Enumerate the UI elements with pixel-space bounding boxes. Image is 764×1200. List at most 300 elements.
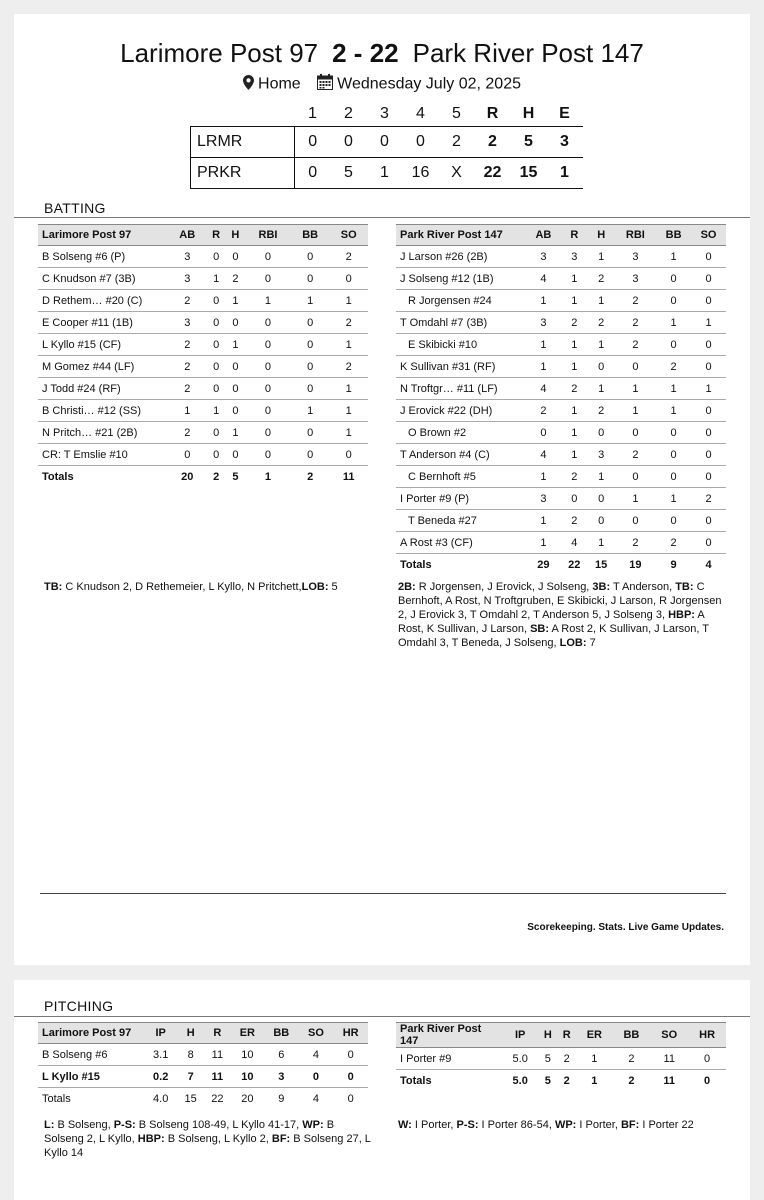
- stat-cell: 1: [329, 334, 368, 356]
- player-name: L Kyllo #15 (CF): [38, 334, 168, 356]
- note-key: LOB:: [301, 581, 329, 593]
- stat-cell: 1: [207, 268, 226, 290]
- stat-cell: 0: [691, 268, 726, 290]
- stat-cell: 3: [526, 246, 561, 268]
- note-value: 7: [586, 637, 596, 649]
- note-value: B Solseng 2, L Kyllo,: [44, 1119, 335, 1145]
- stat-cell: 2: [588, 268, 615, 290]
- batting-row: [38, 290, 368, 312]
- line-team-abbr: PRKR: [191, 158, 295, 189]
- stat-cell: 1: [207, 400, 226, 422]
- stat-cell: 0: [207, 378, 226, 400]
- stat-cell: 2: [561, 378, 588, 400]
- stat-cell: 1: [226, 290, 245, 312]
- stat-cell: 7: [177, 1066, 204, 1088]
- stat-cell: 0: [588, 422, 615, 444]
- stat-col-header: BB: [656, 225, 691, 246]
- stat-cell: 1: [329, 378, 368, 400]
- stat-cell: 3.1: [144, 1044, 177, 1066]
- total-stat-cell: 2: [213, 470, 220, 483]
- player-name: R Jorgensen #24: [396, 290, 526, 312]
- total-stat-cell: 2: [628, 1074, 635, 1087]
- stat-cell: 1: [561, 444, 588, 466]
- stat-cell: 0: [656, 444, 691, 466]
- stat-cell: 0: [291, 422, 330, 444]
- stat-cell: 1: [226, 334, 245, 356]
- stat-cell: 1: [526, 466, 561, 488]
- stat-cell: 1: [526, 356, 561, 378]
- stat-cell: 3: [588, 444, 615, 466]
- stat-cell: 0: [329, 268, 368, 290]
- stat-cell: 0: [691, 334, 726, 356]
- calendar-icon: [317, 74, 333, 95]
- stat-cell: 1: [561, 400, 588, 422]
- divider: [14, 217, 750, 218]
- player-name: I Porter #9: [396, 1048, 502, 1070]
- note-value: B Solseng 108-49, L Kyllo 41-17,: [135, 1119, 303, 1131]
- stat-cell: 2: [526, 400, 561, 422]
- stat-cell: 3: [526, 312, 561, 334]
- stat-col-header: AB: [168, 225, 207, 246]
- stat-cell: 0: [333, 1044, 368, 1066]
- stat-cell: 2: [615, 290, 657, 312]
- stat-col-header: SO: [691, 225, 726, 246]
- stat-col-header: H: [177, 1023, 204, 1044]
- stat-cell: 0: [245, 444, 291, 466]
- stat-cell: 2: [168, 422, 207, 444]
- player-name: J Larson #26 (2B): [396, 246, 526, 268]
- total-stat-cell: 29: [537, 558, 550, 571]
- stat-col-header: R: [557, 1023, 576, 1048]
- player-name: CR: T Emslie #10: [38, 444, 168, 466]
- stat-col-header: SO: [329, 225, 368, 246]
- batting-notes-away: [44, 580, 364, 594]
- stat-cell: 2: [615, 444, 657, 466]
- stat-cell: 11: [204, 1066, 231, 1088]
- stat-cell: 0: [691, 290, 726, 312]
- pitching-table-home: [396, 1022, 726, 1091]
- stat-cell: 1: [561, 290, 588, 312]
- player-name: N Pritch… #21 (2B): [38, 422, 168, 444]
- total-stat-cell: 5: [544, 1074, 551, 1087]
- total-stat-cell: 4: [705, 558, 712, 571]
- batting-row: [38, 422, 368, 444]
- stat-col-header: BB: [613, 1023, 651, 1048]
- footer-tagline: Scorekeeping. Stats. Live Game Updates.: [527, 922, 724, 933]
- stat-cell: 0: [588, 356, 615, 378]
- stat-cell: 0: [226, 312, 245, 334]
- stat-cell: 2: [613, 1048, 651, 1070]
- stat-col-header: R: [561, 225, 588, 246]
- stat-cell: 1: [615, 378, 657, 400]
- stat-cell: 2: [588, 312, 615, 334]
- player-name: J Erovick #22 (DH): [396, 400, 526, 422]
- note-value: I Porter 86-54,: [478, 1119, 555, 1131]
- line-score-row-home: [191, 158, 583, 189]
- inning-score: 0: [295, 158, 331, 189]
- stat-cell: 0.2: [144, 1066, 177, 1088]
- away-team-name: Larimore Post 97: [120, 38, 319, 68]
- total-stat-cell: 4: [312, 1092, 320, 1105]
- stat-col-header: H: [226, 225, 245, 246]
- batting-row: [38, 246, 368, 268]
- stat-cell: 3: [264, 1066, 299, 1088]
- batting-row: [396, 466, 726, 488]
- note-key: TB:: [44, 581, 63, 593]
- note-key: 2B:: [398, 581, 416, 593]
- stat-cell: 2: [168, 290, 207, 312]
- inning-score: 2: [439, 127, 475, 158]
- stat-cell: 0: [656, 510, 691, 532]
- player-name: D Rethem… #20 (C): [38, 290, 168, 312]
- stat-cell: 10: [231, 1066, 264, 1088]
- stat-cell: 0: [656, 422, 691, 444]
- stat-cell: 1: [691, 378, 726, 400]
- note-key: P-S:: [456, 1119, 479, 1131]
- stat-col-header: RBI: [615, 225, 657, 246]
- note-value: B Solseng 27, L Kyllo 14: [44, 1133, 371, 1159]
- stat-cell: 2: [615, 334, 657, 356]
- stat-cell: 1: [561, 334, 588, 356]
- total-stat-cell: 1: [264, 470, 272, 483]
- stat-cell: 4: [561, 532, 588, 554]
- stat-cell: 1: [526, 510, 561, 532]
- stat-cell: 0: [226, 378, 245, 400]
- batting-notes-home: [398, 580, 728, 650]
- batting-row: [396, 422, 726, 444]
- player-name: K Sullivan #31 (RF): [396, 356, 526, 378]
- note-value: I Porter,: [411, 1119, 457, 1131]
- stat-cell: 2: [691, 488, 726, 510]
- total-errors: 1: [547, 158, 583, 189]
- stat-cell: 0: [226, 444, 245, 466]
- line-col-header: 4: [416, 105, 425, 122]
- player-name: T Anderson #4 (C): [396, 444, 526, 466]
- batting-row: [396, 334, 726, 356]
- stat-cell: 2: [329, 246, 368, 268]
- stat-cell: 2: [561, 510, 588, 532]
- totals-label: Totals: [400, 1074, 432, 1087]
- stat-cell: 1: [168, 400, 207, 422]
- stat-cell: 0: [207, 334, 226, 356]
- stat-col-header: ER: [231, 1023, 264, 1044]
- totals-label: Totals: [42, 470, 74, 483]
- stat-cell: 0: [207, 422, 226, 444]
- stat-cell: 1: [561, 356, 588, 378]
- batting-row: [38, 444, 368, 466]
- stat-col-header: H: [588, 225, 615, 246]
- player-name: T Omdahl #7 (3B): [396, 312, 526, 334]
- note-value: T Anderson,: [610, 581, 676, 593]
- stat-cell: 1: [656, 400, 691, 422]
- stat-cell: 0: [226, 356, 245, 378]
- note-value: R Jorgensen, J Erovick, J Solseng,: [415, 581, 593, 593]
- stat-cell: 3: [615, 246, 657, 268]
- total-stat-cell: 5: [232, 470, 239, 483]
- stat-cell: 0: [688, 1048, 726, 1070]
- stat-cell: 0: [245, 334, 291, 356]
- total-stat-cell: 9: [670, 558, 677, 571]
- pitching-notes-away: [44, 1118, 374, 1160]
- stat-cell: 0: [691, 400, 726, 422]
- stat-cell: 0: [226, 246, 245, 268]
- total-stat-cell: 11: [342, 470, 355, 483]
- stat-col-header: R: [207, 225, 226, 246]
- batting-row: [396, 356, 726, 378]
- note-key: P-S:: [113, 1119, 136, 1131]
- total-errors: 3: [547, 127, 583, 158]
- stat-cell: 1: [656, 246, 691, 268]
- stat-cell: 0: [207, 312, 226, 334]
- stat-cell: 0: [245, 268, 291, 290]
- stat-cell: 0: [291, 444, 330, 466]
- player-name: C Knudson #7 (3B): [38, 268, 168, 290]
- stat-cell: 0: [291, 356, 330, 378]
- line-col-header-hits: H: [522, 105, 535, 122]
- stat-cell: 11: [650, 1048, 688, 1070]
- stat-cell: 1: [291, 290, 330, 312]
- stat-cell: 1: [291, 400, 330, 422]
- totals-row: [396, 1070, 726, 1092]
- player-name: J Solseng #12 (1B): [396, 268, 526, 290]
- stat-cell: 1: [588, 466, 615, 488]
- stat-col-header: ER: [576, 1023, 612, 1048]
- note-value: A Rost, K Sullivan, J Larson,: [398, 609, 705, 635]
- stat-col-header: SO: [299, 1023, 334, 1044]
- batting-row: [38, 268, 368, 290]
- date-text: Wednesday July 02, 2025: [337, 75, 521, 93]
- batting-row: [396, 510, 726, 532]
- player-name: I Porter #9 (P): [396, 488, 526, 510]
- stat-cell: 1: [588, 290, 615, 312]
- player-name: L Kyllo #15: [38, 1066, 144, 1088]
- total-stat-cell: 19: [629, 558, 642, 571]
- total-stat-cell: 1: [591, 1074, 598, 1087]
- stat-cell: 0: [691, 422, 726, 444]
- pitching-team-header: Park River Post 147: [396, 1023, 502, 1048]
- batting-row: [396, 532, 726, 554]
- batting-table-away: [38, 224, 368, 487]
- stat-cell: 3: [168, 312, 207, 334]
- pitching-card: [14, 980, 750, 1200]
- stat-cell: 1: [329, 400, 368, 422]
- player-name: B Solseng #6: [38, 1044, 144, 1066]
- batting-row: [38, 334, 368, 356]
- total-stat-cell: 15: [184, 1092, 197, 1105]
- stat-cell: 1: [329, 422, 368, 444]
- total-stat-cell: 4.0: [153, 1092, 169, 1105]
- stat-cell: 2: [615, 532, 657, 554]
- stat-cell: 11: [204, 1044, 231, 1066]
- home-team-name: Park River Post 147: [412, 38, 644, 68]
- stat-cell: 2: [615, 312, 657, 334]
- inning-score: 0: [331, 127, 367, 158]
- stat-cell: 2: [329, 312, 368, 334]
- stat-cell: 1: [245, 290, 291, 312]
- stat-col-header: SO: [650, 1023, 688, 1048]
- total-stat-cell: 20: [181, 470, 194, 483]
- line-col-header: 3: [380, 105, 389, 122]
- stat-cell: 0: [615, 466, 657, 488]
- note-value: C Knudson 2, D Rethemeier, L Kyllo, N Pritchett,: [62, 581, 302, 593]
- total-stat-cell: 2: [563, 1074, 570, 1087]
- stat-cell: 4: [526, 268, 561, 290]
- stat-cell: 0: [588, 488, 615, 510]
- stat-cell: 1: [526, 334, 561, 356]
- line-col-header: 2: [344, 105, 353, 122]
- box-score-card: [14, 14, 750, 965]
- line-col-header: 5: [452, 105, 461, 122]
- total-stat-cell: 0: [347, 1092, 354, 1105]
- pitching-table-away: [38, 1022, 368, 1109]
- note-value: A Rost 2, K Sullivan, J Larson, T Omdahl 3, T Beneda, J Solseng,: [398, 623, 709, 649]
- batting-table-home: [396, 224, 726, 575]
- total-stat-cell: 22: [568, 558, 581, 571]
- stat-cell: 1: [656, 378, 691, 400]
- stat-cell: 0: [691, 444, 726, 466]
- final-score: 2 - 22: [332, 38, 399, 68]
- stat-cell: 5.0: [502, 1048, 538, 1070]
- note-key: BF:: [271, 1133, 291, 1145]
- stat-cell: 3: [561, 246, 588, 268]
- pitching-row: [38, 1044, 368, 1066]
- stat-cell: 0: [245, 400, 291, 422]
- note-key: BF:: [620, 1119, 640, 1131]
- batting-row: [396, 400, 726, 422]
- player-name: N Troftgr… #11 (LF): [396, 378, 526, 400]
- stat-cell: 0: [291, 378, 330, 400]
- stat-cell: 0: [207, 356, 226, 378]
- stat-cell: 2: [168, 334, 207, 356]
- stat-col-header: AB: [526, 225, 561, 246]
- batting-team-header: Park River Post 147: [396, 225, 526, 246]
- stat-cell: 2: [329, 356, 368, 378]
- stat-cell: 0: [615, 356, 657, 378]
- stat-cell: 1: [226, 422, 245, 444]
- stat-cell: 1: [588, 532, 615, 554]
- stat-cell: 0: [291, 246, 330, 268]
- stat-cell: 0: [691, 510, 726, 532]
- divider: [14, 1016, 750, 1017]
- stat-cell: 0: [588, 510, 615, 532]
- player-name: A Rost #3 (CF): [396, 532, 526, 554]
- stat-col-header: HR: [688, 1023, 726, 1048]
- line-score-table: [190, 102, 583, 189]
- player-name: M Gomez #44 (LF): [38, 356, 168, 378]
- stat-cell: 1: [588, 334, 615, 356]
- stat-col-header: RBI: [245, 225, 291, 246]
- player-name: O Brown #2: [396, 422, 526, 444]
- batting-row: [396, 444, 726, 466]
- stat-cell: 2: [557, 1048, 576, 1070]
- batting-row: [396, 488, 726, 510]
- batting-team-header: Larimore Post 97: [38, 225, 168, 246]
- stat-cell: 0: [299, 1066, 334, 1088]
- line-team-abbr: LRMR: [191, 127, 295, 158]
- total-stat-cell: 9: [278, 1092, 285, 1105]
- line-col-header: 1: [308, 105, 317, 122]
- stat-cell: 2: [561, 312, 588, 334]
- stat-cell: 4: [526, 378, 561, 400]
- batting-row: [396, 290, 726, 312]
- batting-row: [38, 378, 368, 400]
- stat-cell: 0: [615, 510, 657, 532]
- stat-cell: 0: [207, 246, 226, 268]
- inning-score: 0: [295, 127, 331, 158]
- stat-cell: 6: [264, 1044, 299, 1066]
- player-name: E Skibicki #10: [396, 334, 526, 356]
- line-score-row-away: [191, 127, 583, 158]
- stat-cell: 2: [588, 400, 615, 422]
- batting-row: [38, 400, 368, 422]
- stat-cell: 0: [245, 422, 291, 444]
- stat-cell: 3: [526, 488, 561, 510]
- stat-col-header: HR: [333, 1023, 368, 1044]
- note-key: W:: [398, 1119, 412, 1131]
- note-key: 3B:: [592, 581, 611, 593]
- stat-cell: 0: [333, 1066, 368, 1088]
- stat-cell: 0: [691, 466, 726, 488]
- note-key: SB:: [530, 623, 550, 635]
- note-value: C Bernhoft, A Rost, N Troftgruben, E Skibicki, J Larson, R Jorgensen 2, J Erovick 3, T Omdahl 2, T Anderson 5, J Solseng 3,: [398, 581, 722, 621]
- player-name: B Christi… #12 (SS): [38, 400, 168, 422]
- location-text: Home: [258, 75, 301, 93]
- stat-cell: 0: [226, 400, 245, 422]
- total-stat-cell: 22: [211, 1092, 224, 1105]
- stat-cell: 3: [168, 246, 207, 268]
- stat-cell: 0: [615, 422, 657, 444]
- stat-cell: 8: [177, 1044, 204, 1066]
- stat-cell: 10: [231, 1044, 264, 1066]
- batting-row: [38, 356, 368, 378]
- stat-cell: 0: [291, 334, 330, 356]
- stat-cell: 0: [691, 246, 726, 268]
- note-key: HBP:: [668, 609, 695, 621]
- totals-row: [396, 554, 726, 576]
- batting-row: [396, 246, 726, 268]
- total-stat-cell: 20: [241, 1092, 254, 1105]
- total-stat-cell: 5.0: [512, 1074, 528, 1087]
- stat-cell: 0: [168, 444, 207, 466]
- stat-cell: 0: [526, 422, 561, 444]
- player-name: B Solseng #6 (P): [38, 246, 168, 268]
- stat-cell: 3: [168, 268, 207, 290]
- stat-cell: 1: [561, 422, 588, 444]
- stat-cell: 0: [207, 444, 226, 466]
- stat-cell: 0: [561, 488, 588, 510]
- stat-cell: 2: [561, 466, 588, 488]
- stat-cell: 0: [291, 312, 330, 334]
- inning-score: 5: [331, 158, 367, 189]
- totals-label: Totals: [42, 1092, 71, 1105]
- note-value: I Porter,: [576, 1119, 621, 1131]
- inning-score: 16: [403, 158, 439, 189]
- total-stat-cell: 2: [307, 470, 314, 483]
- stat-cell: 3: [615, 268, 657, 290]
- totals-row: [38, 466, 368, 488]
- note-key: WP:: [554, 1119, 577, 1131]
- pitching-section-label: PITCHING: [44, 998, 114, 1014]
- stat-cell: 0: [245, 246, 291, 268]
- stat-cell: 2: [226, 268, 245, 290]
- stat-cell: 0: [691, 356, 726, 378]
- pitching-notes-home: [398, 1118, 728, 1132]
- stat-cell: 1: [329, 290, 368, 312]
- stat-cell: 1: [561, 268, 588, 290]
- stat-col-header: IP: [502, 1023, 538, 1048]
- pitching-team-header: Larimore Post 97: [38, 1023, 144, 1044]
- note-value: B Solseng,: [54, 1119, 114, 1131]
